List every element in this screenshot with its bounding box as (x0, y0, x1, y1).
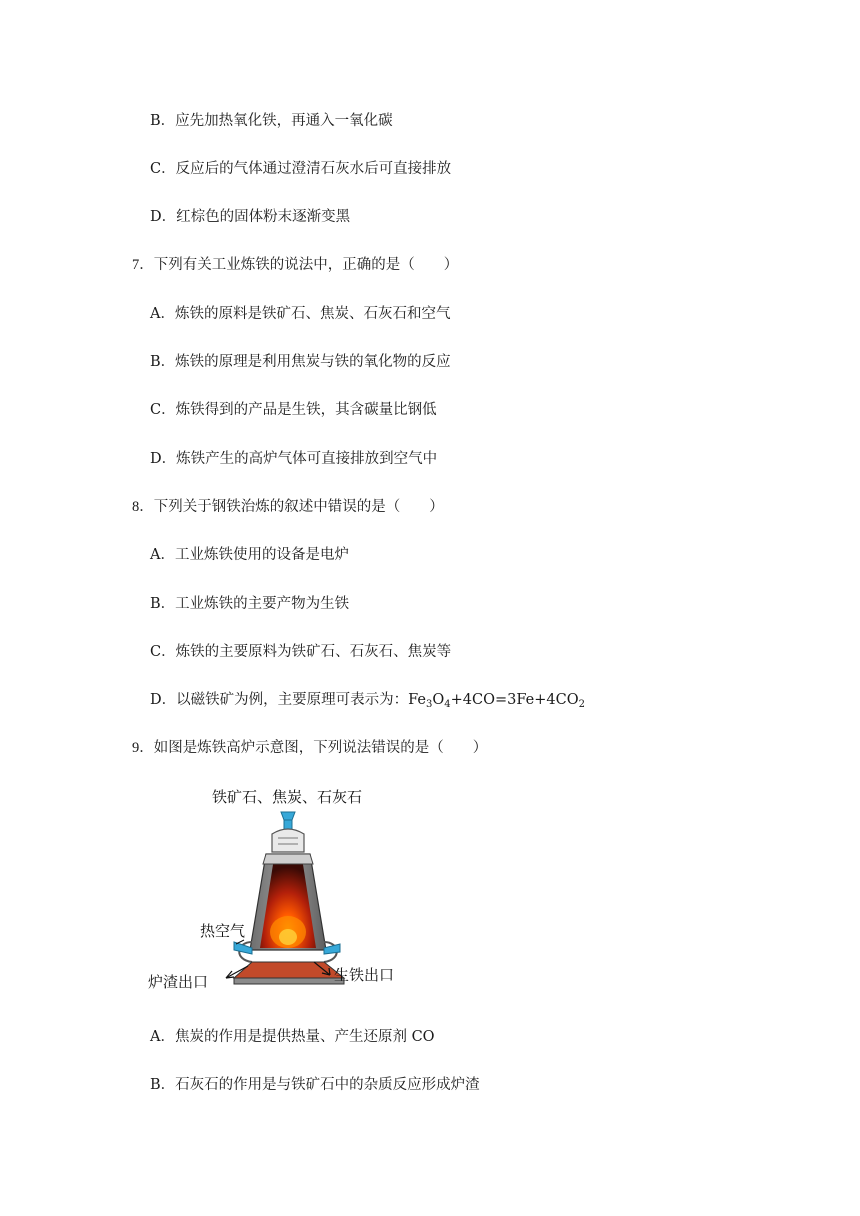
q7-stem: 7．下列有关工业炼铁的说法中，正确的是（ ） (132, 257, 459, 273)
q6-option-c: C．反应后的气体通过澄清石灰水后可直接排放 (150, 161, 452, 177)
q9-option-a: A．焦炭的作用是提供热量、产生还原剂 CO (150, 1029, 435, 1045)
q8-stem: 8．下列关于钢铁治炼的叙述中错误的是（ ） (132, 499, 444, 515)
q9-option-b: B．石灰石的作用是与铁矿石中的杂质反应形成炉渣 (150, 1077, 480, 1093)
q9-stem: 9．如图是炼铁高炉示意图，下列说法错误的是（ ） (132, 740, 488, 756)
q7-option-c: C．炼铁得到的产品是生铁，其含碳量比钢低 (150, 402, 437, 418)
q8-option-c: C．炼铁的主要原料为铁矿石、石灰石、焦炭等 (150, 644, 452, 660)
q8-option-d: D．以磁铁矿为例，主要原理可表示为：$Fe_3O_4+4CO=3Fe+4CO_2$ (150, 692, 585, 710)
feed-hopper (272, 812, 304, 852)
label-raw-materials: 铁矿石、焦炭、石灰石 (212, 788, 363, 806)
blast-furnace-diagram (148, 782, 408, 1000)
label-slag-outlet: 炉渣出口 (148, 973, 209, 991)
label-hot-air: 热空气 (200, 922, 246, 940)
furnace-body (250, 854, 326, 950)
q6-option-b: B．应先加热氧化铁，再通入一氧化碳 (150, 113, 393, 129)
q7-option-d: D．炼铁产生的高炉气体可直接排放到空气中 (150, 451, 438, 467)
q7-option-b: B．炼铁的原理是利用焦炭与铁的氧化物的反应 (150, 354, 451, 370)
q6-option-d: D．红棕色的固体粉末逐渐变黑 (150, 209, 351, 225)
q8-option-a: A．工业炼铁使用的设备是电炉 (150, 547, 349, 563)
q7-option-a: A．炼铁的原料是铁矿石、焦炭、石灰石和空气 (150, 306, 451, 322)
label-pig-iron-outlet: 生铁出口 (334, 966, 395, 984)
q8-option-b: B．工业炼铁的主要产物为生铁 (150, 596, 350, 612)
chemical-equation: $Fe_3O_4+4CO=3Fe+4CO_2$ (408, 692, 585, 710)
